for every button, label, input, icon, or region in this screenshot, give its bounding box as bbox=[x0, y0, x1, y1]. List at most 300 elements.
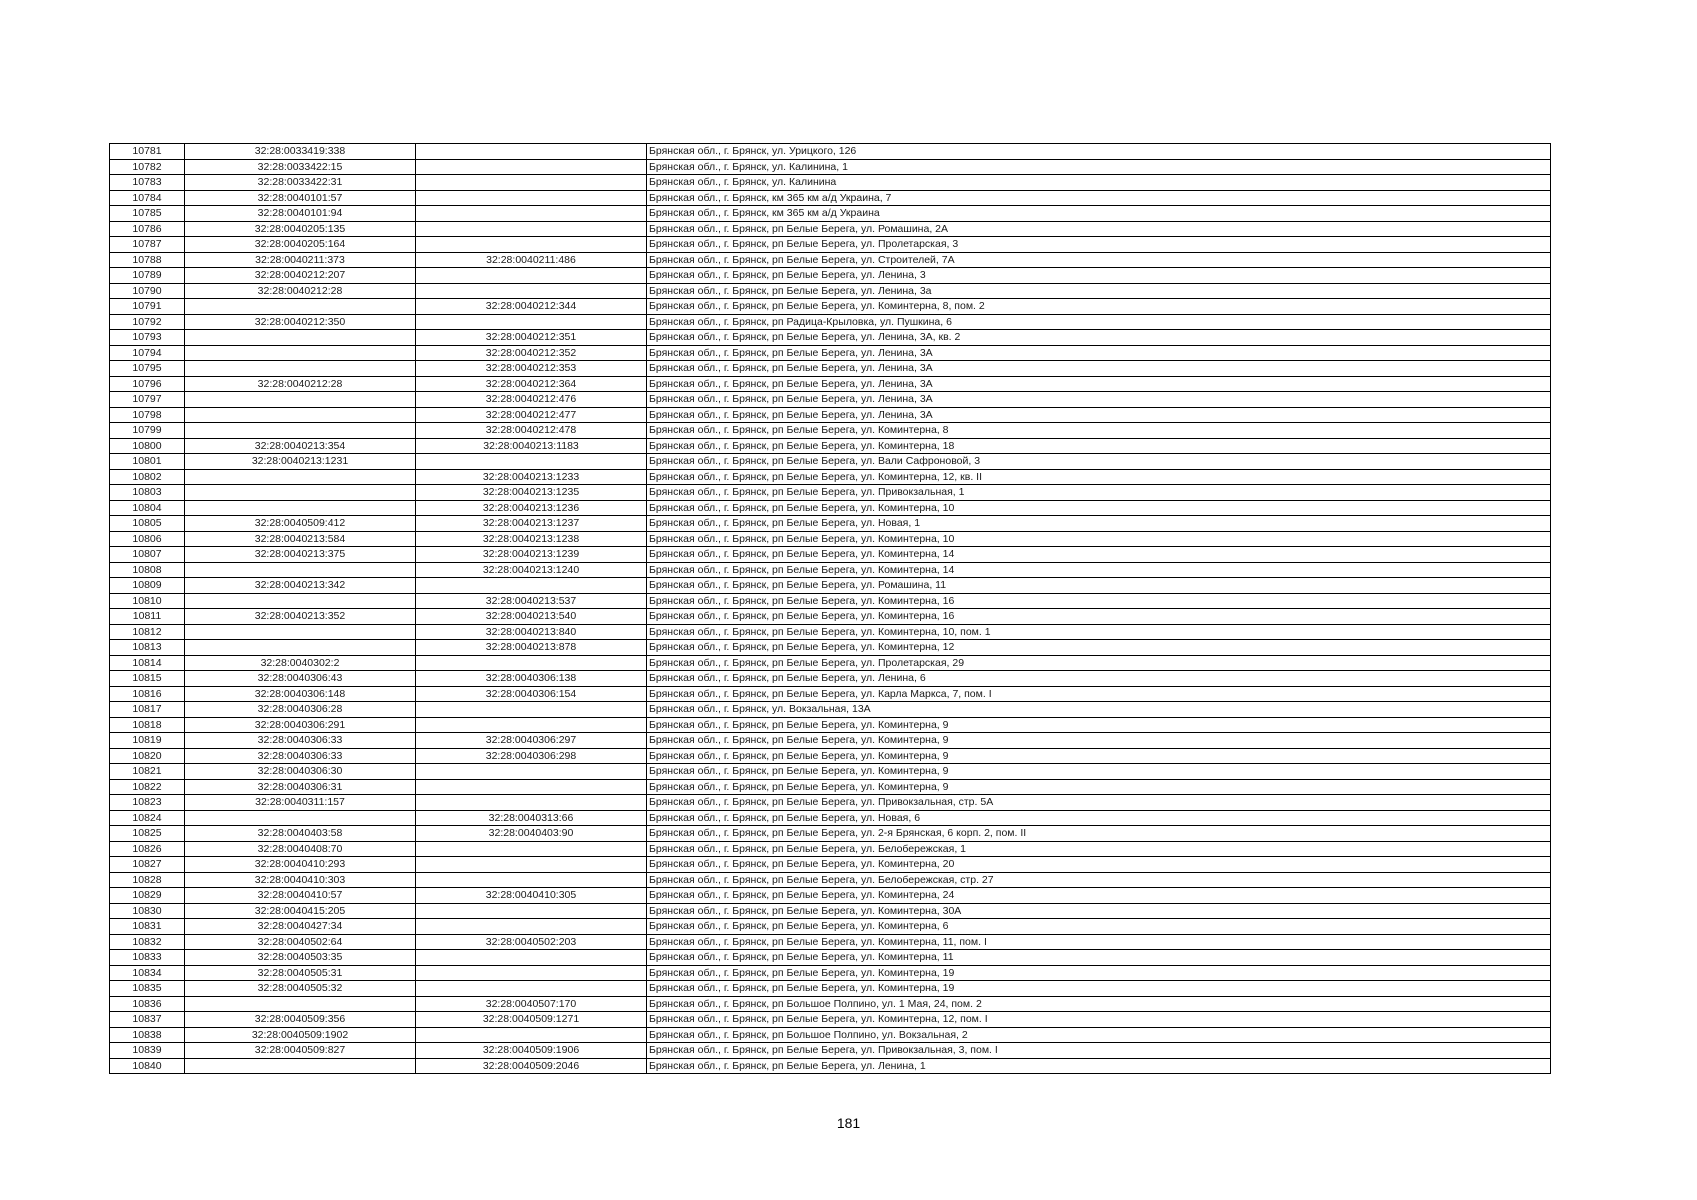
address-cell: Брянская обл., г. Брянск, рп Белые Берега, ул. Привокзальная, 1 bbox=[647, 485, 1551, 501]
address-cell: Брянская обл., г. Брянск, рп Белые Берега, ул. Ленина, 3А bbox=[647, 345, 1551, 361]
address-cell: Брянская обл., г. Брянск, рп Белые Берега, ул. Ленина, 3А bbox=[647, 392, 1551, 408]
row-number-cell: 10816 bbox=[110, 686, 185, 702]
related-cadastral-number-cell: 32:28:0040213:878 bbox=[416, 640, 647, 656]
page-number: 181 bbox=[836, 1115, 861, 1131]
address-cell: Брянская обл., г. Брянск, рп Белые Берега, ул. Строителей, 7А bbox=[647, 252, 1551, 268]
table-row bbox=[110, 330, 1551, 346]
cadastral-number-cell: 32:28:0040213:342 bbox=[185, 578, 416, 594]
cadastral-number-cell: 32:28:0033422:31 bbox=[185, 175, 416, 191]
row-number-cell: 10802 bbox=[110, 469, 185, 485]
address-cell: Брянская обл., г. Брянск, рп Белые Берега, ул. Ленина, 3А bbox=[647, 407, 1551, 423]
related-cadastral-number-cell: 32:28:0040213:1240 bbox=[416, 562, 647, 578]
related-cadastral-number-cell: 32:28:0040212:477 bbox=[416, 407, 647, 423]
related-cadastral-number-cell: 32:28:0040212:344 bbox=[416, 299, 647, 315]
table-row bbox=[110, 950, 1551, 966]
row-number-cell: 10838 bbox=[110, 1027, 185, 1043]
related-cadastral-number-cell: 32:28:0040213:1237 bbox=[416, 516, 647, 532]
row-number-cell: 10826 bbox=[110, 841, 185, 857]
table-row bbox=[110, 857, 1551, 873]
related-cadastral-number-cell: 32:28:0040213:1238 bbox=[416, 531, 647, 547]
address-cell: Брянская обл., г. Брянск, км 365 км а/д Украина, 7 bbox=[647, 190, 1551, 206]
related-cadastral-number-cell: 32:28:0040509:1906 bbox=[416, 1043, 647, 1059]
row-number-cell: 10831 bbox=[110, 919, 185, 935]
table-row bbox=[110, 299, 1551, 315]
cadastral-number-cell: 32:28:0040306:291 bbox=[185, 717, 416, 733]
table-row bbox=[110, 1012, 1551, 1028]
table-row bbox=[110, 314, 1551, 330]
row-number-cell: 10840 bbox=[110, 1058, 185, 1074]
cadastral-number-cell: 32:28:0040213:375 bbox=[185, 547, 416, 563]
related-cadastral-number-cell: 32:28:0040509:2046 bbox=[416, 1058, 647, 1074]
related-cadastral-number-cell: 32:28:0040213:1233 bbox=[416, 469, 647, 485]
table-row bbox=[110, 655, 1551, 671]
address-cell: Брянская обл., г. Брянск, рп Белые Берега, ул. Коминтерна, 10 bbox=[647, 500, 1551, 516]
address-cell: Брянская обл., г. Брянск, рп Большое Полпино, ул. 1 Мая, 24, пом. 2 bbox=[647, 996, 1551, 1012]
table-row bbox=[110, 252, 1551, 268]
related-cadastral-number-cell: 32:28:0040212:352 bbox=[416, 345, 647, 361]
address-cell: Брянская обл., г. Брянск, рп Белые Берега, ул. Ленина, 3а bbox=[647, 283, 1551, 299]
row-number-cell: 10835 bbox=[110, 981, 185, 997]
cadastral-number-cell: 32:28:0033422:15 bbox=[185, 159, 416, 175]
row-number-cell: 10798 bbox=[110, 407, 185, 423]
cadastral-number-cell bbox=[185, 593, 416, 609]
related-cadastral-number-cell: 32:28:0040212:476 bbox=[416, 392, 647, 408]
address-cell: Брянская обл., г. Брянск, рп Белые Берега, ул. Коминтерна, 19 bbox=[647, 981, 1551, 997]
related-cadastral-number-cell bbox=[416, 578, 647, 594]
related-cadastral-number-cell bbox=[416, 764, 647, 780]
related-cadastral-number-cell: 32:28:0040306:154 bbox=[416, 686, 647, 702]
cadastral-number-cell: 32:28:0040213:1231 bbox=[185, 454, 416, 470]
row-number-cell: 10833 bbox=[110, 950, 185, 966]
cadastral-number-cell: 32:28:0040415:205 bbox=[185, 903, 416, 919]
row-number-cell: 10811 bbox=[110, 609, 185, 625]
cadastral-number-cell: 32:28:0040410:57 bbox=[185, 888, 416, 904]
address-cell: Брянская обл., г. Брянск, рп Белые Берега, ул. Коминтерна, 6 bbox=[647, 919, 1551, 935]
cadastral-number-cell bbox=[185, 392, 416, 408]
address-cell: Брянская обл., г. Брянск, рп Белые Берега, ул. Коминтерна, 11 bbox=[647, 950, 1551, 966]
table-row bbox=[110, 423, 1551, 439]
table-row bbox=[110, 624, 1551, 640]
cadastral-number-cell bbox=[185, 407, 416, 423]
related-cadastral-number-cell bbox=[416, 903, 647, 919]
row-number-cell: 10822 bbox=[110, 779, 185, 795]
table-row bbox=[110, 1043, 1551, 1059]
related-cadastral-number-cell: 32:28:0040212:364 bbox=[416, 376, 647, 392]
address-cell: Брянская обл., г. Брянск, рп Белые Берега, ул. Белобережская, стр. 27 bbox=[647, 872, 1551, 888]
address-cell: Брянская обл., г. Брянск, рп Белые Берега, ул. Ленина, 3А, кв. 2 bbox=[647, 330, 1551, 346]
cadastral-number-cell bbox=[185, 345, 416, 361]
row-number-cell: 10790 bbox=[110, 283, 185, 299]
address-cell: Брянская обл., г. Брянск, рп Белые Берега, ул. Вали Сафроновой, 3 bbox=[647, 454, 1551, 470]
related-cadastral-number-cell: 32:28:0040213:540 bbox=[416, 609, 647, 625]
cadastral-number-cell bbox=[185, 624, 416, 640]
address-cell: Брянская обл., г. Брянск, ул. Урицкого, 126 bbox=[647, 144, 1551, 160]
cadastral-number-cell: 32:28:0040410:293 bbox=[185, 857, 416, 873]
related-cadastral-number-cell bbox=[416, 981, 647, 997]
table-row bbox=[110, 702, 1551, 718]
row-number-cell: 10820 bbox=[110, 748, 185, 764]
row-number-cell: 10784 bbox=[110, 190, 185, 206]
table-row bbox=[110, 686, 1551, 702]
related-cadastral-number-cell: 32:28:0040213:1235 bbox=[416, 485, 647, 501]
row-number-cell: 10809 bbox=[110, 578, 185, 594]
address-cell: Брянская обл., г. Брянск, рп Белые Берега, ул. Ромашина, 2А bbox=[647, 221, 1551, 237]
related-cadastral-number-cell bbox=[416, 221, 647, 237]
related-cadastral-number-cell bbox=[416, 919, 647, 935]
cadastral-number-cell bbox=[185, 469, 416, 485]
cadastral-number-cell: 32:28:0040213:352 bbox=[185, 609, 416, 625]
related-cadastral-number-cell bbox=[416, 857, 647, 873]
cadastral-number-cell bbox=[185, 485, 416, 501]
table-row bbox=[110, 547, 1551, 563]
table-row bbox=[110, 221, 1551, 237]
row-number-cell: 10832 bbox=[110, 934, 185, 950]
related-cadastral-number-cell: 32:28:0040213:537 bbox=[416, 593, 647, 609]
row-number-cell: 10813 bbox=[110, 640, 185, 656]
cadastral-number-cell bbox=[185, 810, 416, 826]
related-cadastral-number-cell: 32:28:0040306:298 bbox=[416, 748, 647, 764]
address-cell: Брянская обл., г. Брянск, рп Белые Берега, ул. Коминтерна, 14 bbox=[647, 547, 1551, 563]
table-row bbox=[110, 283, 1551, 299]
related-cadastral-number-cell: 32:28:0040306:138 bbox=[416, 671, 647, 687]
related-cadastral-number-cell: 32:28:0040212:351 bbox=[416, 330, 647, 346]
cadastral-number-cell: 32:28:0040505:31 bbox=[185, 965, 416, 981]
row-number-cell: 10810 bbox=[110, 593, 185, 609]
related-cadastral-number-cell: 32:28:0040403:90 bbox=[416, 826, 647, 842]
row-number-cell: 10817 bbox=[110, 702, 185, 718]
table-row bbox=[110, 810, 1551, 826]
cadastral-number-cell bbox=[185, 361, 416, 377]
table-row bbox=[110, 934, 1551, 950]
address-cell: Брянская обл., г. Брянск, рп Белые Берега, ул. Новая, 6 bbox=[647, 810, 1551, 826]
related-cadastral-number-cell bbox=[416, 237, 647, 253]
address-cell: Брянская обл., г. Брянск, рп Радица-Крыловка, ул. Пушкина, 6 bbox=[647, 314, 1551, 330]
cadastral-number-cell: 32:28:0040509:356 bbox=[185, 1012, 416, 1028]
related-cadastral-number-cell bbox=[416, 965, 647, 981]
address-cell: Брянская обл., г. Брянск, ул. Калинина bbox=[647, 175, 1551, 191]
row-number-cell: 10825 bbox=[110, 826, 185, 842]
row-number-cell: 10819 bbox=[110, 733, 185, 749]
cadastral-number-cell bbox=[185, 299, 416, 315]
related-cadastral-number-cell bbox=[416, 159, 647, 175]
related-cadastral-number-cell bbox=[416, 779, 647, 795]
registry-table-body bbox=[110, 144, 1551, 1074]
row-number-cell: 10795 bbox=[110, 361, 185, 377]
table-row bbox=[110, 190, 1551, 206]
cadastral-number-cell: 32:28:0040212:350 bbox=[185, 314, 416, 330]
table-row bbox=[110, 159, 1551, 175]
table-row bbox=[110, 841, 1551, 857]
cadastral-number-cell: 32:28:0040205:135 bbox=[185, 221, 416, 237]
cadastral-number-cell: 32:28:0040211:373 bbox=[185, 252, 416, 268]
related-cadastral-number-cell bbox=[416, 283, 647, 299]
address-cell: Брянская обл., г. Брянск, рп Белые Берега, ул. Коминтерна, 9 bbox=[647, 733, 1551, 749]
cadastral-number-cell: 32:28:0040212:28 bbox=[185, 283, 416, 299]
related-cadastral-number-cell bbox=[416, 841, 647, 857]
address-cell: Брянская обл., г. Брянск, рп Белые Берега, ул. Коминтерна, 16 bbox=[647, 593, 1551, 609]
table-row bbox=[110, 888, 1551, 904]
address-cell: Брянская обл., г. Брянск, км 365 км а/д Украина bbox=[647, 206, 1551, 222]
table-row bbox=[110, 516, 1551, 532]
cadastral-number-cell: 32:28:0040509:1902 bbox=[185, 1027, 416, 1043]
address-cell: Брянская обл., г. Брянск, рп Белые Берега, ул. Коминтерна, 19 bbox=[647, 965, 1551, 981]
row-number-cell: 10789 bbox=[110, 268, 185, 284]
cadastral-number-cell bbox=[185, 500, 416, 516]
cadastral-number-cell: 32:28:0040427:34 bbox=[185, 919, 416, 935]
address-cell: Брянская обл., г. Брянск, рп Белые Берега, ул. Коминтерна, 30А bbox=[647, 903, 1551, 919]
related-cadastral-number-cell bbox=[416, 454, 647, 470]
table-row bbox=[110, 485, 1551, 501]
row-number-cell: 10836 bbox=[110, 996, 185, 1012]
related-cadastral-number-cell bbox=[416, 872, 647, 888]
table-row bbox=[110, 562, 1551, 578]
cadastral-number-cell: 32:28:0040403:58 bbox=[185, 826, 416, 842]
address-cell: Брянская обл., г. Брянск, рп Белые Берега, ул. Ленина, 1 bbox=[647, 1058, 1551, 1074]
related-cadastral-number-cell bbox=[416, 314, 647, 330]
cadastral-number-cell: 32:28:0040306:28 bbox=[185, 702, 416, 718]
row-number-cell: 10812 bbox=[110, 624, 185, 640]
row-number-cell: 10828 bbox=[110, 872, 185, 888]
related-cadastral-number-cell: 32:28:0040212:353 bbox=[416, 361, 647, 377]
row-number-cell: 10785 bbox=[110, 206, 185, 222]
row-number-cell: 10782 bbox=[110, 159, 185, 175]
related-cadastral-number-cell bbox=[416, 795, 647, 811]
table-row bbox=[110, 981, 1551, 997]
row-number-cell: 10781 bbox=[110, 144, 185, 160]
related-cadastral-number-cell: 32:28:0040213:1236 bbox=[416, 500, 647, 516]
address-cell: Брянская обл., г. Брянск, рп Белые Берега, ул. Коминтерна, 12 bbox=[647, 640, 1551, 656]
table-row bbox=[110, 438, 1551, 454]
cadastral-number-cell: 32:28:0040306:33 bbox=[185, 748, 416, 764]
cadastral-number-cell: 32:28:0033419:338 bbox=[185, 144, 416, 160]
cadastral-number-cell bbox=[185, 562, 416, 578]
related-cadastral-number-cell: 32:28:0040213:1239 bbox=[416, 547, 647, 563]
cadastral-number-cell: 32:28:0040101:94 bbox=[185, 206, 416, 222]
row-number-cell: 10800 bbox=[110, 438, 185, 454]
address-cell: Брянская обл., г. Брянск, рп Белые Берега, ул. Коминтерна, 14 bbox=[647, 562, 1551, 578]
related-cadastral-number-cell bbox=[416, 268, 647, 284]
table-row bbox=[110, 764, 1551, 780]
related-cadastral-number-cell bbox=[416, 1027, 647, 1043]
table-row bbox=[110, 469, 1551, 485]
address-cell: Брянская обл., г. Брянск, рп Белые Берега, ул. Привокзальная, 3, пом. I bbox=[647, 1043, 1551, 1059]
cadastral-number-cell: 32:28:0040503:35 bbox=[185, 950, 416, 966]
address-cell: Брянская обл., г. Брянск, рп Белые Берега, ул. Коминтерна, 9 bbox=[647, 779, 1551, 795]
table-row bbox=[110, 144, 1551, 160]
related-cadastral-number-cell: 32:28:0040211:486 bbox=[416, 252, 647, 268]
row-number-cell: 10788 bbox=[110, 252, 185, 268]
row-number-cell: 10815 bbox=[110, 671, 185, 687]
table-row bbox=[110, 531, 1551, 547]
address-cell: Брянская обл., г. Брянск, рп Белые Берега, ул. Пролетарская, 3 bbox=[647, 237, 1551, 253]
related-cadastral-number-cell bbox=[416, 190, 647, 206]
table-row bbox=[110, 733, 1551, 749]
row-number-cell: 10796 bbox=[110, 376, 185, 392]
related-cadastral-number-cell: 32:28:0040507:170 bbox=[416, 996, 647, 1012]
row-number-cell: 10818 bbox=[110, 717, 185, 733]
cadastral-number-cell: 32:28:0040509:412 bbox=[185, 516, 416, 532]
cadastral-number-cell bbox=[185, 330, 416, 346]
related-cadastral-number-cell: 32:28:0040212:478 bbox=[416, 423, 647, 439]
table-row bbox=[110, 361, 1551, 377]
table-row bbox=[110, 779, 1551, 795]
table-row bbox=[110, 1027, 1551, 1043]
row-number-cell: 10783 bbox=[110, 175, 185, 191]
address-cell: Брянская обл., г. Брянск, ул. Калинина, 1 bbox=[647, 159, 1551, 175]
row-number-cell: 10827 bbox=[110, 857, 185, 873]
related-cadastral-number-cell: 32:28:0040213:840 bbox=[416, 624, 647, 640]
row-number-cell: 10794 bbox=[110, 345, 185, 361]
cadastral-number-cell: 32:28:0040509:827 bbox=[185, 1043, 416, 1059]
address-cell: Брянская обл., г. Брянск, рп Белые Берега, ул. Ленина, 3А bbox=[647, 361, 1551, 377]
row-number-cell: 10801 bbox=[110, 454, 185, 470]
cadastral-number-cell: 32:28:0040213:354 bbox=[185, 438, 416, 454]
address-cell: Брянская обл., г. Брянск, рп Белые Берега, ул. Коминтерна, 12, кв. II bbox=[647, 469, 1551, 485]
table-row bbox=[110, 376, 1551, 392]
address-cell: Брянская обл., г. Брянск, рп Белые Берега, ул. Карла Маркса, 7, пом. I bbox=[647, 686, 1551, 702]
related-cadastral-number-cell: 32:28:0040502:203 bbox=[416, 934, 647, 950]
row-number-cell: 10793 bbox=[110, 330, 185, 346]
address-cell: Брянская обл., г. Брянск, рп Белые Берега, ул. Коминтерна, 9 bbox=[647, 764, 1551, 780]
cadastral-number-cell bbox=[185, 640, 416, 656]
cadastral-number-cell: 32:28:0040101:57 bbox=[185, 190, 416, 206]
address-cell: Брянская обл., г. Брянск, рп Белые Берега, ул. Коминтерна, 20 bbox=[647, 857, 1551, 873]
related-cadastral-number-cell: 32:28:0040213:1183 bbox=[416, 438, 647, 454]
cadastral-number-cell: 32:28:0040306:30 bbox=[185, 764, 416, 780]
row-number-cell: 10787 bbox=[110, 237, 185, 253]
table-row bbox=[110, 1058, 1551, 1074]
row-number-cell: 10805 bbox=[110, 516, 185, 532]
cadastral-number-cell bbox=[185, 996, 416, 1012]
cadastral-number-cell: 32:28:0040306:148 bbox=[185, 686, 416, 702]
table-row bbox=[110, 903, 1551, 919]
table-row bbox=[110, 996, 1551, 1012]
address-cell: Брянская обл., г. Брянск, рп Белые Берега, ул. Новая, 1 bbox=[647, 516, 1551, 532]
address-cell: Брянская обл., г. Брянск, рп Большое Полпино, ул. Вокзальная, 2 bbox=[647, 1027, 1551, 1043]
related-cadastral-number-cell bbox=[416, 206, 647, 222]
row-number-cell: 10804 bbox=[110, 500, 185, 516]
address-cell: Брянская обл., г. Брянск, рп Белые Берега, ул. Коминтерна, 16 bbox=[647, 609, 1551, 625]
table-row bbox=[110, 717, 1551, 733]
cadastral-number-cell bbox=[185, 423, 416, 439]
row-number-cell: 10799 bbox=[110, 423, 185, 439]
related-cadastral-number-cell bbox=[416, 702, 647, 718]
address-cell: Брянская обл., г. Брянск, рп Белые Берега, ул. Коминтерна, 8, пом. 2 bbox=[647, 299, 1551, 315]
address-cell: Брянская обл., г. Брянск, рп Белые Берега, ул. 2-я Брянская, 6 корп. 2, пом. II bbox=[647, 826, 1551, 842]
table-row bbox=[110, 237, 1551, 253]
table-row bbox=[110, 671, 1551, 687]
row-number-cell: 10824 bbox=[110, 810, 185, 826]
row-number-cell: 10806 bbox=[110, 531, 185, 547]
related-cadastral-number-cell bbox=[416, 175, 647, 191]
row-number-cell: 10791 bbox=[110, 299, 185, 315]
address-cell: Брянская обл., г. Брянск, рп Белые Берега, ул. Коминтерна, 10, пом. 1 bbox=[647, 624, 1551, 640]
cadastral-number-cell bbox=[185, 1058, 416, 1074]
address-cell: Брянская обл., г. Брянск, ул. Вокзальная, 13А bbox=[647, 702, 1551, 718]
address-cell: Брянская обл., г. Брянск, рп Белые Берега, ул. Коминтерна, 12, пом. I bbox=[647, 1012, 1551, 1028]
table-row bbox=[110, 919, 1551, 935]
table-row bbox=[110, 748, 1551, 764]
row-number-cell: 10830 bbox=[110, 903, 185, 919]
address-cell: Брянская обл., г. Брянск, рп Белые Берега, ул. Коминтерна, 10 bbox=[647, 531, 1551, 547]
table-row bbox=[110, 578, 1551, 594]
related-cadastral-number-cell bbox=[416, 717, 647, 733]
cadastral-number-cell: 32:28:0040212:28 bbox=[185, 376, 416, 392]
row-number-cell: 10839 bbox=[110, 1043, 185, 1059]
row-number-cell: 10814 bbox=[110, 655, 185, 671]
address-cell: Брянская обл., г. Брянск, рп Белые Берега, ул. Коминтерна, 11, пом. I bbox=[647, 934, 1551, 950]
address-cell: Брянская обл., г. Брянск, рп Белые Берега, ул. Ленина, 3А bbox=[647, 376, 1551, 392]
address-cell: Брянская обл., г. Брянск, рп Белые Берега, ул. Привокзальная, стр. 5А bbox=[647, 795, 1551, 811]
cadastral-number-cell: 32:28:0040502:64 bbox=[185, 934, 416, 950]
table-row bbox=[110, 795, 1551, 811]
cadastral-number-cell: 32:28:0040212:207 bbox=[185, 268, 416, 284]
related-cadastral-number-cell bbox=[416, 950, 647, 966]
address-cell: Брянская обл., г. Брянск, рп Белые Берега, ул. Коминтерна, 9 bbox=[647, 717, 1551, 733]
row-number-cell: 10786 bbox=[110, 221, 185, 237]
address-cell: Брянская обл., г. Брянск, рп Белые Берега, ул. Ромашина, 11 bbox=[647, 578, 1551, 594]
table-row bbox=[110, 392, 1551, 408]
cadastral-number-cell: 32:28:0040408:70 bbox=[185, 841, 416, 857]
cadastral-number-cell: 32:28:0040306:33 bbox=[185, 733, 416, 749]
address-cell: Брянская обл., г. Брянск, рп Белые Берега, ул. Ленина, 3 bbox=[647, 268, 1551, 284]
table-row bbox=[110, 268, 1551, 284]
cadastral-number-cell: 32:28:0040205:164 bbox=[185, 237, 416, 253]
table-row bbox=[110, 640, 1551, 656]
table-row bbox=[110, 345, 1551, 361]
cadastral-number-cell: 32:28:0040302:2 bbox=[185, 655, 416, 671]
address-cell: Брянская обл., г. Брянск, рп Белые Берега, ул. Коминтерна, 24 bbox=[647, 888, 1551, 904]
row-number-cell: 10837 bbox=[110, 1012, 185, 1028]
cadastral-number-cell: 32:28:0040306:31 bbox=[185, 779, 416, 795]
row-number-cell: 10792 bbox=[110, 314, 185, 330]
related-cadastral-number-cell bbox=[416, 655, 647, 671]
cadastral-number-cell: 32:28:0040306:43 bbox=[185, 671, 416, 687]
address-cell: Брянская обл., г. Брянск, рп Белые Берега, ул. Ленина, 6 bbox=[647, 671, 1551, 687]
row-number-cell: 10823 bbox=[110, 795, 185, 811]
address-cell: Брянская обл., г. Брянск, рп Белые Берега, ул. Пролетарская, 29 bbox=[647, 655, 1551, 671]
row-number-cell: 10829 bbox=[110, 888, 185, 904]
cadastral-number-cell: 32:28:0040410:303 bbox=[185, 872, 416, 888]
related-cadastral-number-cell: 32:28:0040313:66 bbox=[416, 810, 647, 826]
row-number-cell: 10807 bbox=[110, 547, 185, 563]
table-row bbox=[110, 454, 1551, 470]
related-cadastral-number-cell: 32:28:0040509:1271 bbox=[416, 1012, 647, 1028]
related-cadastral-number-cell: 32:28:0040410:305 bbox=[416, 888, 647, 904]
table-row bbox=[110, 965, 1551, 981]
table-row bbox=[110, 407, 1551, 423]
table-row bbox=[110, 872, 1551, 888]
cadastral-number-cell: 32:28:0040505:32 bbox=[185, 981, 416, 997]
table-row bbox=[110, 609, 1551, 625]
table-row bbox=[110, 175, 1551, 191]
related-cadastral-number-cell: 32:28:0040306:297 bbox=[416, 733, 647, 749]
cadastral-number-cell: 32:28:0040213:584 bbox=[185, 531, 416, 547]
address-cell: Брянская обл., г. Брянск, рп Белые Берега, ул. Коминтерна, 18 bbox=[647, 438, 1551, 454]
table-row bbox=[110, 826, 1551, 842]
row-number-cell: 10797 bbox=[110, 392, 185, 408]
related-cadastral-number-cell bbox=[416, 144, 647, 160]
cadastral-number-cell: 32:28:0040311:157 bbox=[185, 795, 416, 811]
table-row bbox=[110, 593, 1551, 609]
address-cell: Брянская обл., г. Брянск, рп Белые Берега, ул. Белобережская, 1 bbox=[647, 841, 1551, 857]
table-row bbox=[110, 500, 1551, 516]
row-number-cell: 10808 bbox=[110, 562, 185, 578]
address-cell: Брянская обл., г. Брянск, рп Белые Берега, ул. Коминтерна, 8 bbox=[647, 423, 1551, 439]
row-number-cell: 10834 bbox=[110, 965, 185, 981]
registry-table bbox=[109, 143, 1551, 1074]
address-cell: Брянская обл., г. Брянск, рп Белые Берега, ул. Коминтерна, 9 bbox=[647, 748, 1551, 764]
